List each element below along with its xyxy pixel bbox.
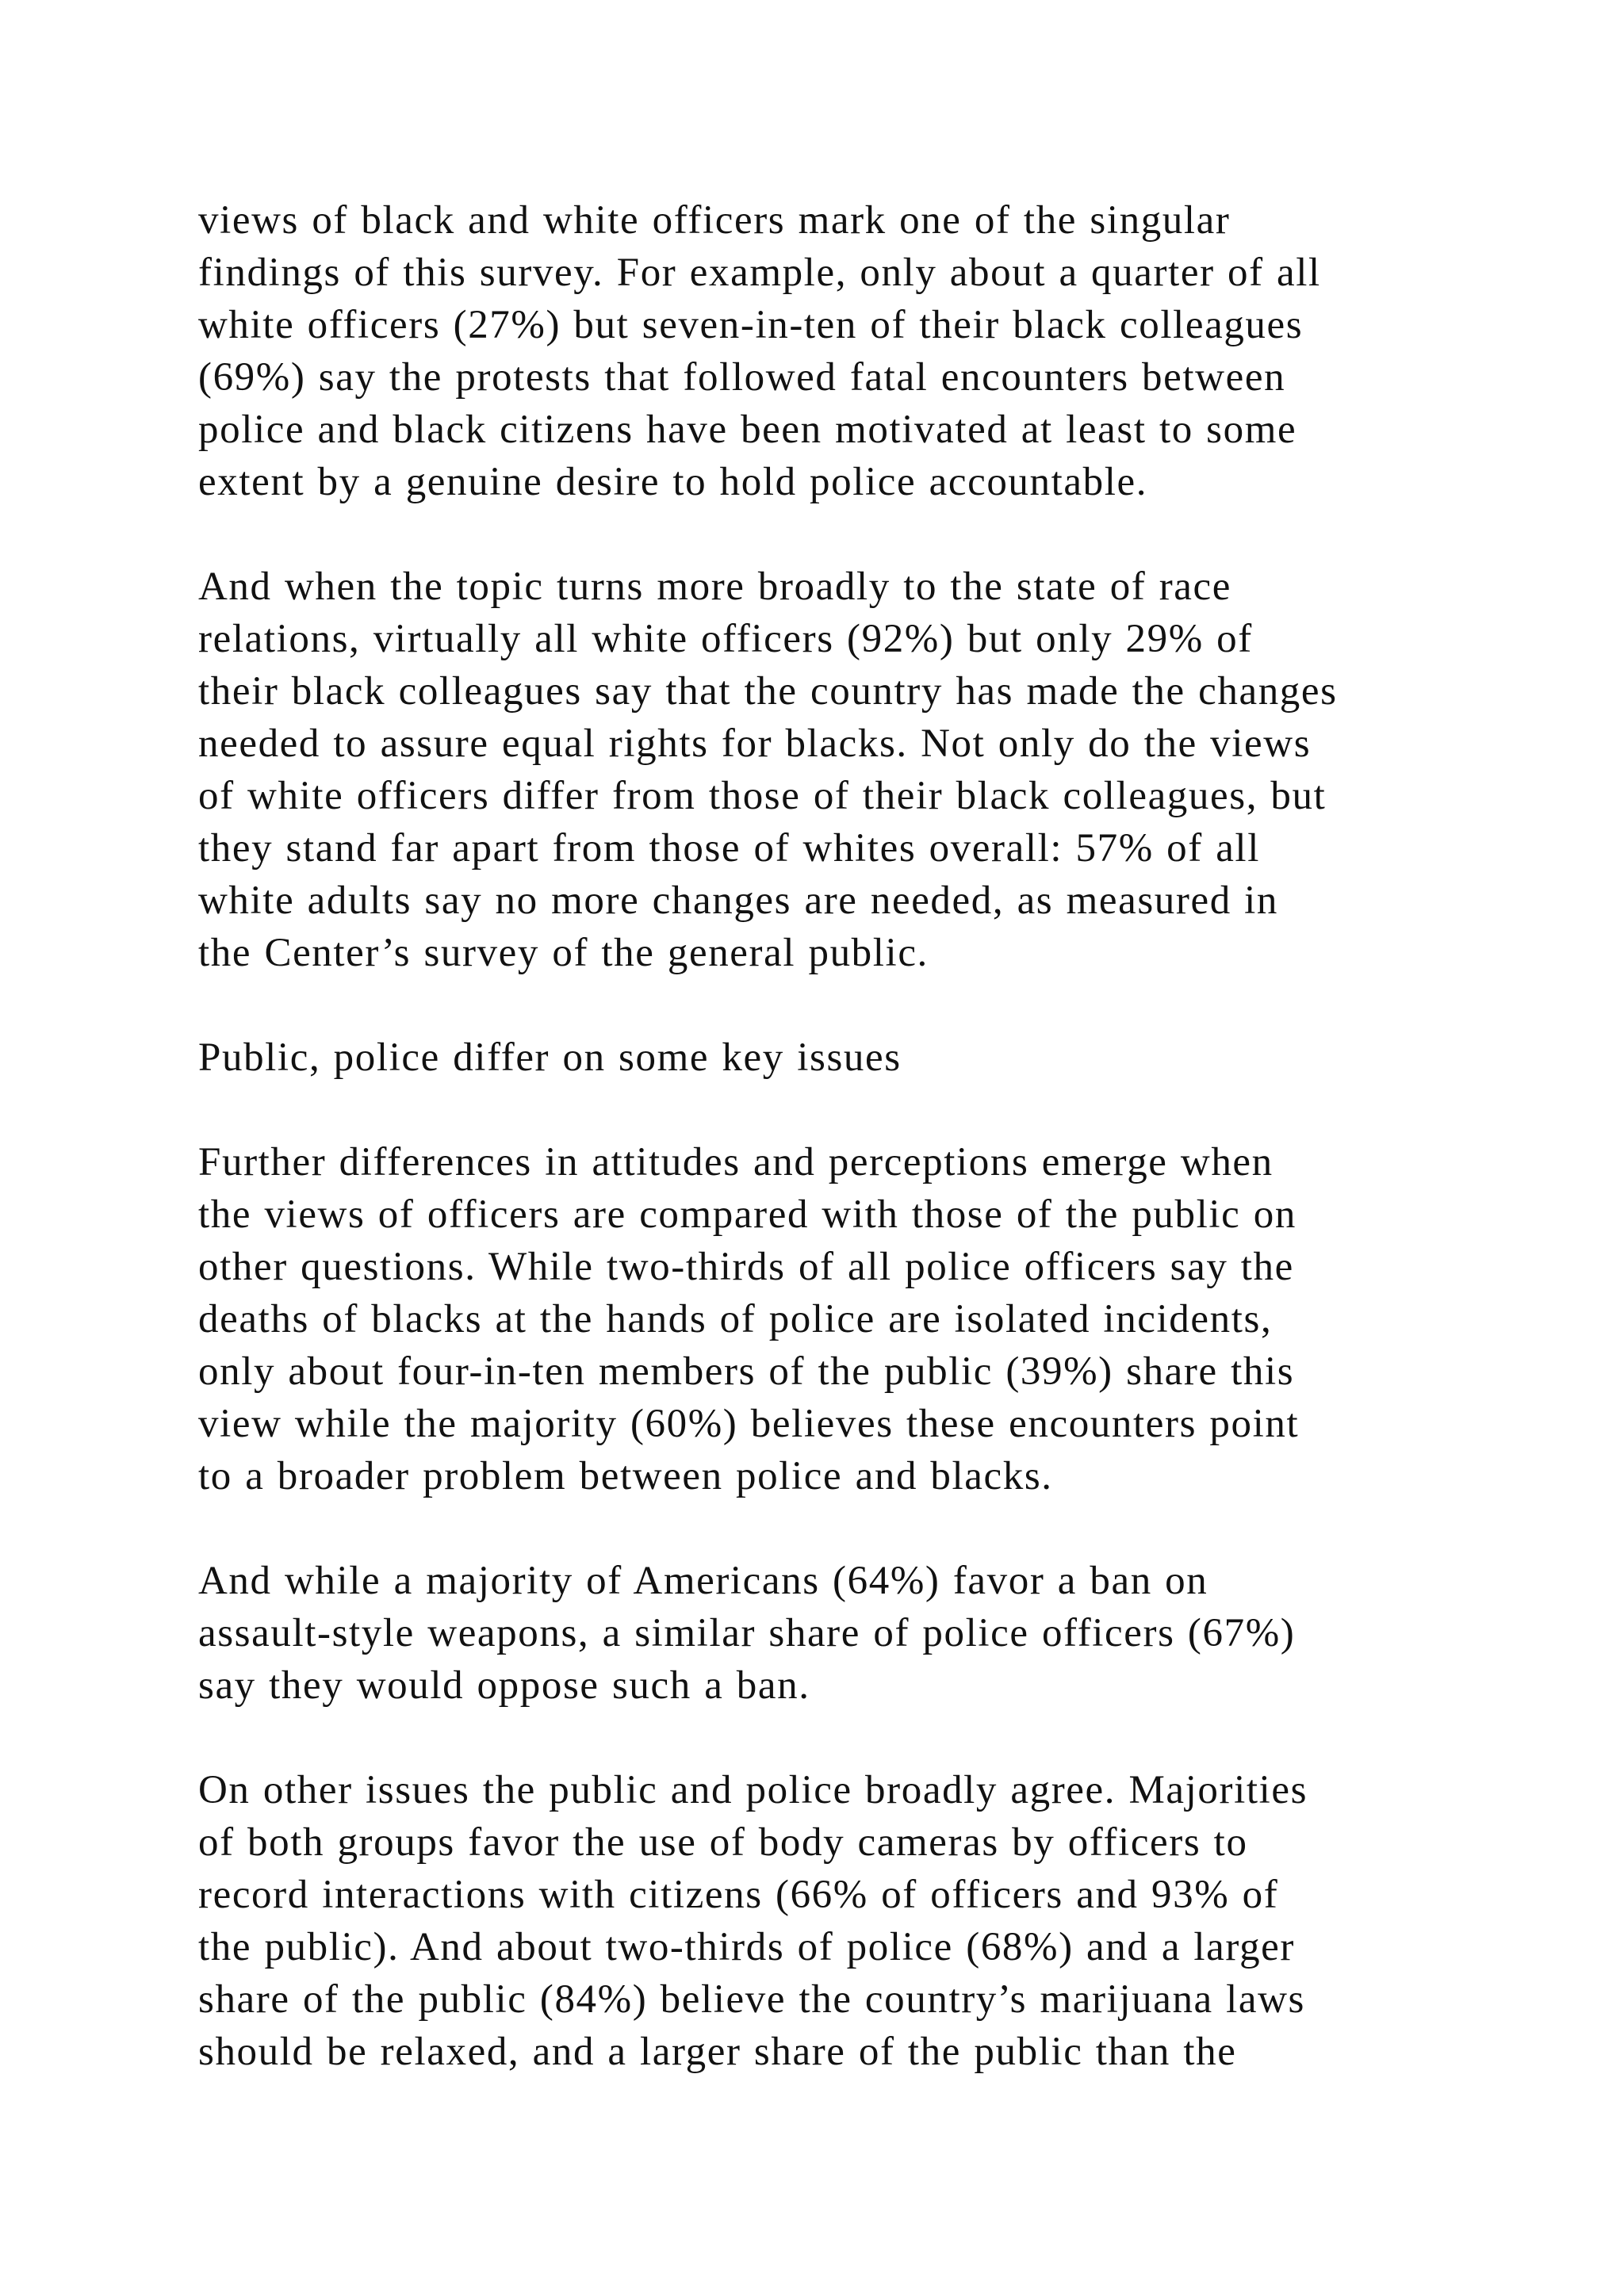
text-line: (69%) say the protests that followed fatal encounters between xyxy=(198,355,1286,400)
text-line: deaths of blacks at the hands of police are isolated incidents, xyxy=(198,1297,1273,1341)
paragraph-broad-agreement xyxy=(198,1764,1467,2078)
text-line: assault-style weapons, a similar share of police officers (67%) xyxy=(198,1611,1296,1655)
text-line: of white officers differ from those of their black colleagues, but xyxy=(198,774,1327,818)
text-line: On other issues the public and police broadly agree. Majorities xyxy=(198,1768,1308,1812)
text-line: to a broader problem between police and blacks. xyxy=(198,1454,1053,1498)
document-body xyxy=(198,194,1467,2130)
text-line: other questions. While two-thirds of all police officers say the xyxy=(198,1245,1294,1289)
text-line: And when the topic turns more broadly to the state of race xyxy=(198,564,1232,609)
text-line: And while a majority of Americans (64%) favor a ban on xyxy=(198,1559,1208,1603)
text-line: findings of this survey. For example, only about a quarter of all xyxy=(198,251,1321,295)
text-line: view while the majority (60%) believes these encounters point xyxy=(198,1402,1300,1446)
text-line: relations, virtually all white officers (92%) but only 29% of xyxy=(198,617,1253,661)
text-line: Further differences in attitudes and perceptions emerge when xyxy=(198,1140,1274,1184)
text-line: extent by a genuine desire to hold police accountable. xyxy=(198,460,1148,504)
text-line: police and black citizens have been motivated at least to some xyxy=(198,408,1297,452)
text-line: say they would oppose such a ban. xyxy=(198,1663,810,1708)
heading-text: Public, police differ on some key issues xyxy=(198,1035,902,1080)
paragraph-officer-views xyxy=(198,194,1467,508)
text-line: should be relaxed, and a larger share of the public than the xyxy=(198,2030,1237,2074)
text-line: needed to assure equal rights for blacks. Not only do the views xyxy=(198,721,1312,766)
text-line: the Center’s survey of the general public. xyxy=(198,931,929,975)
text-line: white adults say no more changes are needed, as measured in xyxy=(198,878,1279,923)
text-line: only about four-in-ten members of the public (39%) share this xyxy=(198,1349,1295,1394)
text-line: record interactions with citizens (66% of officers and 93% of xyxy=(198,1873,1279,1917)
paragraph-further-differences xyxy=(198,1136,1467,1502)
paragraph-race-relations xyxy=(198,561,1467,979)
text-line: of both groups favor the use of body cameras by officers to xyxy=(198,1820,1248,1865)
text-line: white officers (27%) but seven-in-ten of their black colleagues xyxy=(198,303,1304,347)
section-heading xyxy=(198,1031,1467,1084)
text-line: their black colleagues say that the country has made the changes xyxy=(198,669,1338,714)
text-line: views of black and white officers mark one of the singular xyxy=(198,198,1231,243)
text-line: they stand far apart from those of whites overall: 57% of all xyxy=(198,826,1260,871)
text-line: share of the public (84%) believe the country’s marijuana laws xyxy=(198,1977,1306,2022)
paragraph-assault-weapons xyxy=(198,1555,1467,1712)
text-line: the public). And about two-thirds of police (68%) and a larger xyxy=(198,1925,1295,1969)
text-line: the views of officers are compared with those of the public on xyxy=(198,1192,1297,1237)
